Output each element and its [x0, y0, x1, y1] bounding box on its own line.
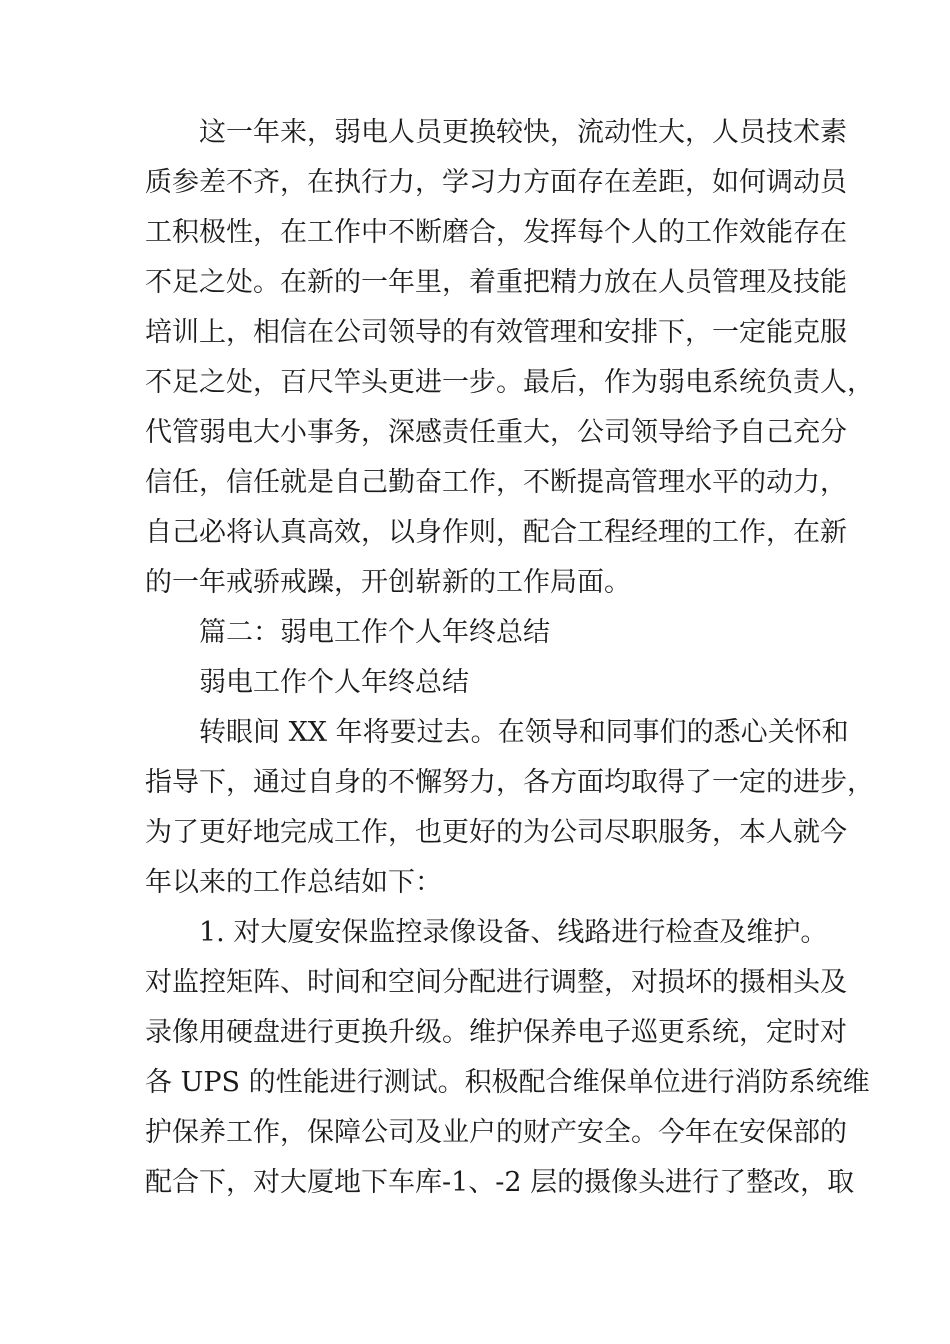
- paragraph-line: 护保养工作，保障公司及业户的财产安全。今年在安保部的: [145, 1117, 847, 1148]
- paragraph-line: 转眼间 XX 年将要过去。在领导和同事们的悉心关怀和: [199, 717, 849, 748]
- paragraph-line: 不足之处，百尺竿头更进一步。最后，作为弱电系统负责人，: [145, 367, 874, 398]
- paragraph-line: 不足之处。在新的一年里，着重把精力放在人员管理及技能: [145, 267, 847, 298]
- list-item-line: 1. 对大厦安保监控录像设备、线路进行检查及维护。: [199, 917, 828, 948]
- paragraph-line: 年以来的工作总结如下：: [145, 867, 442, 898]
- section-title: 弱电工作个人年终总结: [199, 667, 469, 698]
- paragraph-line: 的一年戒骄戒躁，开创崭新的工作局面。: [145, 567, 631, 598]
- paragraph-line: 这一年来，弱电人员更换较快，流动性大，人员技术素: [199, 117, 847, 148]
- paragraph-line: 工积极性，在工作中不断磨合，发挥每个人的工作效能存在: [145, 217, 847, 248]
- paragraph-line: 质参差不齐，在执行力，学习力方面存在差距，如何调动员: [145, 167, 847, 198]
- paragraph-line: 为了更好地完成工作，也更好的为公司尽职服务，本人就今: [145, 817, 847, 848]
- paragraph-line: 自己必将认真高效，以身作则，配合工程经理的工作，在新: [145, 517, 847, 548]
- paragraph-line: 各 UPS 的性能进行测试。积极配合维保单位进行消防系统维: [145, 1067, 870, 1098]
- section-heading: 篇二：弱电工作个人年终总结: [199, 617, 550, 648]
- paragraph-line: 信任，信任就是自己勤奋工作，不断提高管理水平的动力，: [145, 467, 847, 498]
- paragraph-line: 对监控矩阵、时间和空间分配进行调整，对损坏的摄相头及: [145, 967, 847, 998]
- paragraph-line: 培训上，相信在公司领导的有效管理和安排下，一定能克服: [145, 317, 847, 348]
- paragraph-line: 指导下，通过自身的不懈努力，各方面均取得了一定的进步，: [145, 767, 874, 798]
- document-body: [145, 108, 874, 1208]
- paragraph-line: 代管弱电大小事务，深感责任重大，公司领导给予自己充分: [145, 417, 847, 448]
- paragraph-line: 配合下，对大厦地下车库-1、-2 层的摄像头进行了整改，取: [145, 1167, 855, 1198]
- paragraph-line: 录像用硬盘进行更换升级。维护保养电子巡更系统，定时对: [145, 1017, 847, 1048]
